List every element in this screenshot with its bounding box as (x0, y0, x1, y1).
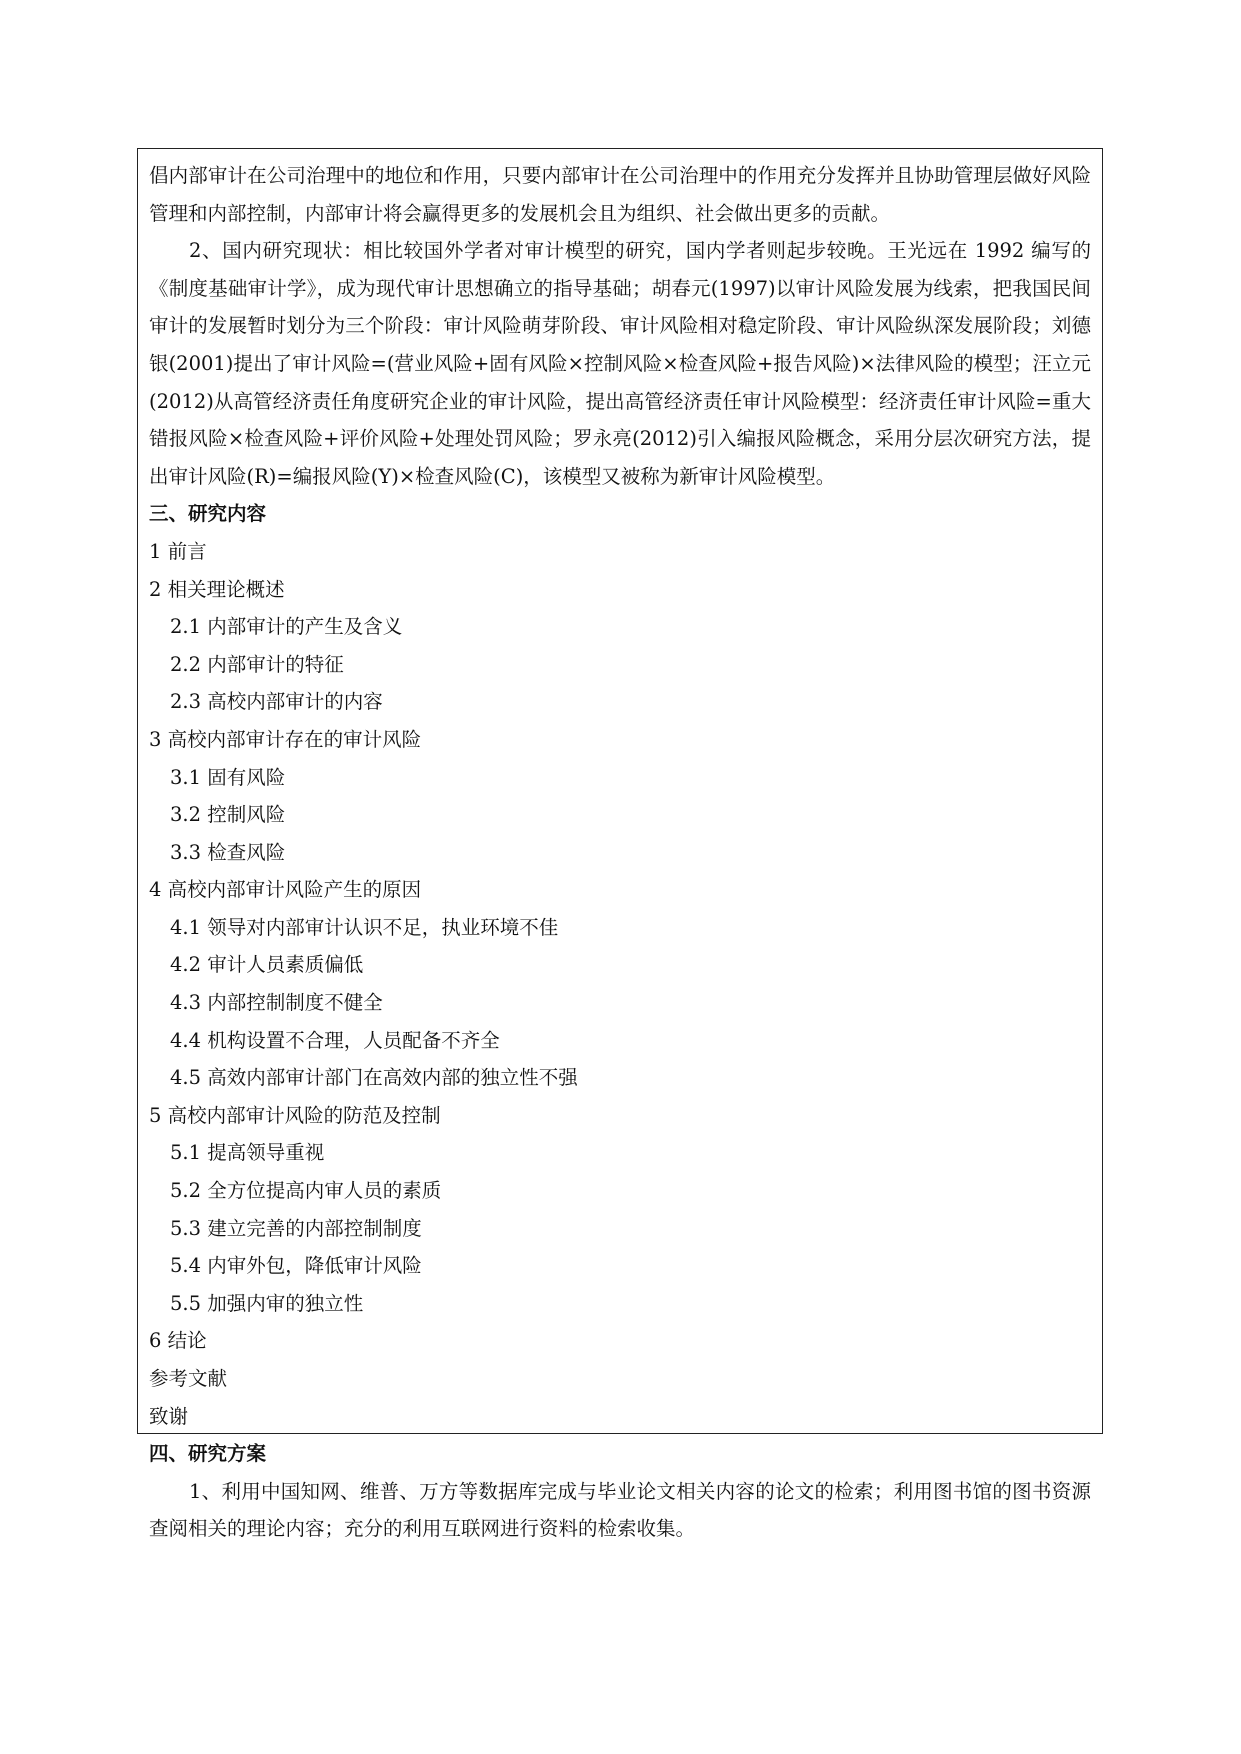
outline-item: 3 高校内部审计存在的审计风险 (149, 727, 422, 751)
outline-subitem: 2.3 高校内部审计的内容 (170, 690, 383, 714)
outline-item: 4 高校内部审计风险产生的原因 (149, 878, 422, 902)
outline-item: 5 高校内部审计风险的防范及控制 (149, 1103, 441, 1127)
outline-subitem: 2.1 内部审计的产生及含义 (170, 615, 403, 639)
outline-item: 参考文献 (149, 1367, 228, 1390)
outline-item: 2 相关理论概述 (149, 577, 285, 601)
outline-item: 1 前言 (149, 539, 207, 563)
outline-subitem: 5.5 加强内审的独立性 (170, 1291, 364, 1315)
outline-subitem: 3.3 检查风险 (170, 840, 286, 864)
outline-subitem: 5.4 内审外包，降低审计风险 (170, 1254, 422, 1278)
document-table-frame (137, 148, 1103, 1541)
document-content (149, 157, 1091, 1548)
outline-subitem: 5.2 全方位提高内审人员的素质 (170, 1179, 442, 1203)
paragraph-research-plan: 1、利用中国知网、维普、万方等数据库完成与毕业论文相关内容的论文的检索；利用图书馆的图书资源查阅相关的理论内容；充分的利用互联网进行资料的检索收集。 (149, 1479, 1091, 1541)
outline-subitem: 3.2 控制风险 (170, 803, 286, 827)
paragraph-domestic-research: 2、国内研究现状：相比较国外学者对审计模型的研究，国内学者则起步较晚。王光远在 1992 编写的《制度基础审计学》，成为现代审计思想确立的指导基础；胡春元(1997)以审计风险发展为线索，把我国民间审计的发展暂时划分为三个阶段：审计风险萌芽阶段、审计风险相对稳定阶段、审计风险纵深发展阶段；刘德银(2001)提出了审计风险=(营业风险+固有风险×控制风险×检查风险+报告风险)×法律风险的模型；汪立元(2012)从高管经济责任角度研究企业的审计风险，提出高管经济责任审计风险模型：经济责任审计风险=重大错报风险×检查风险+评价风险+处理处罚风险；罗永亮(2012)引入编报风险概念，采用分层次研究方法，提出审计风险(R)=编报风险(Y)×检查风险(C)，该模型又被称为新审计风险模型。 (149, 239, 1091, 488)
outline-subitem: 5.1 提高领导重视 (170, 1141, 325, 1165)
outline-subitem: 5.3 建立完善的内部控制制度 (170, 1216, 422, 1240)
outline-subitem: 4.5 高效内部审计部门在高效内部的独立性不强 (170, 1066, 578, 1090)
outline-subitem: 3.1 固有风险 (170, 765, 286, 789)
outline-item: 6 结论 (149, 1329, 207, 1353)
section-heading-research-plan: 四、研究方案 (149, 1442, 267, 1466)
outline-subitem: 2.2 内部审计的特征 (170, 652, 344, 676)
outline-subitem: 4.3 内部控制制度不健全 (170, 991, 383, 1015)
section-heading-research-content: 三、研究内容 (149, 502, 267, 526)
outline-item: 致谢 (149, 1404, 189, 1428)
outline-subitem: 4.4 机构设置不合理，人员配备不齐全 (170, 1028, 500, 1052)
outline-subitem: 4.1 领导对内部审计认识不足，执业环境不佳 (170, 915, 559, 939)
outline-subitem: 4.2 审计人员素质偏低 (170, 953, 364, 977)
paragraph-continuation: 倡内部审计在公司治理中的地位和作用，只要内部审计在公司治理中的作用充分发挥并且协助管理层做好风险管理和内部控制，内部审计将会赢得更多的发展机会且为组织、社会做出更多的贡献。 (149, 164, 1091, 225)
